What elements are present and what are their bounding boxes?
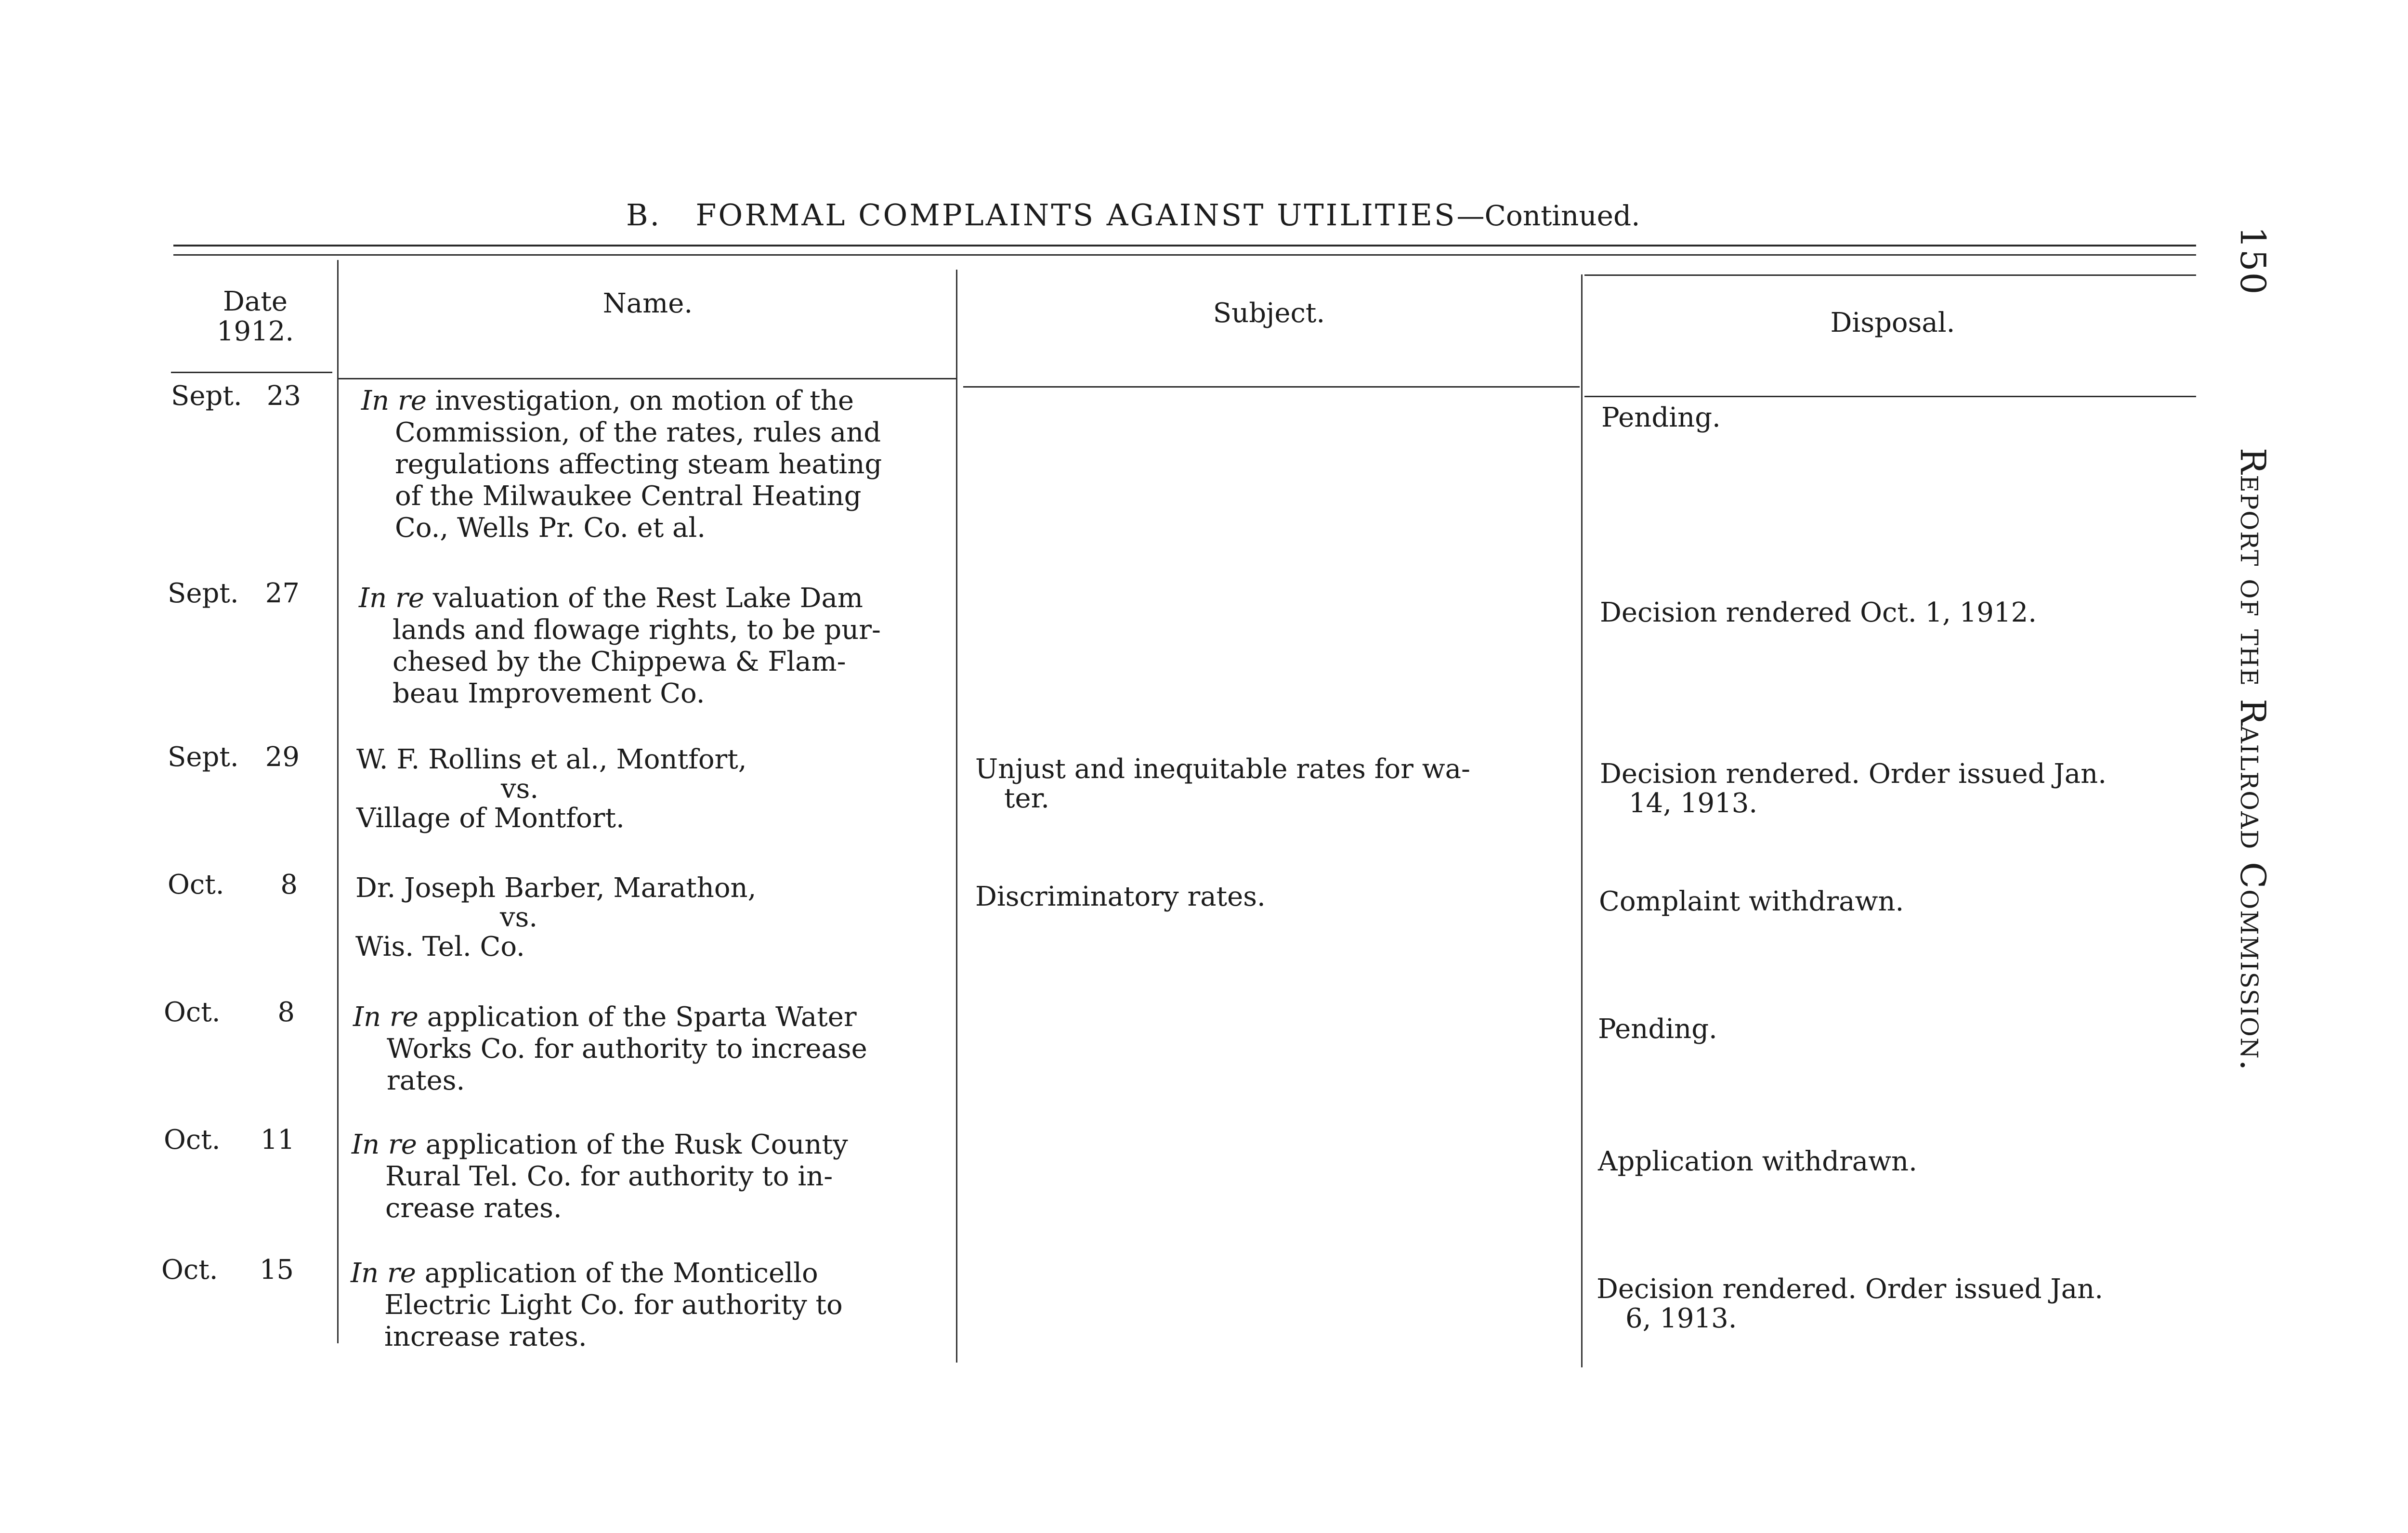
name-line: of the Milwaukee Central Heating bbox=[395, 481, 862, 512]
table-row-name bbox=[361, 385, 951, 544]
table-row-name bbox=[356, 744, 949, 834]
table-row-name bbox=[359, 583, 950, 710]
column-divider-name-subject bbox=[956, 270, 957, 1363]
name-line: lands and flowage rights, to be pur- bbox=[393, 614, 881, 646]
running-head bbox=[2215, 226, 2273, 1189]
column-header-date-label: Date bbox=[223, 286, 288, 317]
name-line: W. F. Rollins et al., Montfort, bbox=[356, 744, 747, 775]
section-letter: B. bbox=[626, 197, 662, 233]
column-header-date-year: 1912. bbox=[216, 315, 294, 347]
name-line: rates. bbox=[387, 1065, 465, 1096]
column-divider-subject-disposal bbox=[1581, 274, 1583, 1367]
disposal-header-rule bbox=[1584, 396, 2196, 397]
name-line: increase rates. bbox=[384, 1321, 587, 1352]
date-month: Oct. bbox=[164, 997, 221, 1028]
name-line: regulations affecting steam heating bbox=[395, 449, 882, 480]
table-row-date bbox=[164, 997, 295, 1028]
section-title-text: FORMAL COMPLAINTS AGAINST UTILITIES bbox=[695, 197, 1457, 233]
name-line: application of the Rusk County bbox=[417, 1129, 848, 1160]
versus-label: vs. bbox=[500, 902, 538, 933]
table-row-date bbox=[164, 1124, 295, 1156]
versus-label: vs. bbox=[501, 773, 539, 805]
name-line: Village of Montfort. bbox=[356, 803, 625, 834]
date-month: Oct. bbox=[168, 869, 224, 900]
page-number: 150 bbox=[2233, 226, 2273, 296]
date-day: 27 bbox=[265, 578, 300, 609]
date-day: 8 bbox=[277, 997, 295, 1028]
subject-line: Unjust and inequitable rates for wa- bbox=[975, 754, 1470, 785]
table-row-disposal bbox=[1600, 758, 2107, 817]
disposal-line: Decision rendered. Order issued Jan. bbox=[1600, 758, 2107, 790]
in-re-label: In re bbox=[353, 1001, 419, 1033]
date-month: Sept. bbox=[171, 380, 242, 412]
table-row-subject bbox=[975, 754, 1470, 812]
disposal-line: Decision rendered. Order issued Jan. bbox=[1597, 1273, 2104, 1305]
disposal-line: Pending. bbox=[1598, 1013, 1717, 1045]
date-day: 23 bbox=[266, 380, 301, 412]
name-line: Works Co. for authority to increase bbox=[387, 1033, 867, 1065]
in-re-label: In re bbox=[361, 385, 427, 416]
name-line: valuation of the Rest Lake Dam bbox=[424, 583, 864, 614]
subject-line: Discriminatory rates. bbox=[975, 881, 1266, 912]
column-divider-date-name bbox=[337, 260, 339, 1343]
table-row-disposal bbox=[1599, 886, 1904, 918]
subject-line: ter. bbox=[1004, 783, 1050, 814]
table-row-disposal bbox=[1598, 1013, 1717, 1045]
table-row-date bbox=[168, 578, 300, 610]
table-row-disposal bbox=[1601, 402, 1721, 434]
date-header-rule bbox=[171, 372, 332, 373]
name-line: application of the Monticello bbox=[416, 1258, 818, 1289]
name-line: Wis. Tel. Co. bbox=[355, 931, 525, 962]
name-line: Co., Wells Pr. Co. et al. bbox=[395, 512, 706, 544]
column-header-disposal: Disposal. bbox=[1830, 307, 1955, 338]
name-line: chesed by the Chippewa & Flam- bbox=[393, 646, 846, 677]
table-row-date bbox=[168, 869, 298, 901]
table-row-disposal bbox=[1597, 1273, 2103, 1332]
table-row-disposal bbox=[1598, 1146, 1917, 1178]
in-re-label: In re bbox=[359, 583, 424, 614]
column-header-date bbox=[183, 287, 327, 346]
subject-header-rule bbox=[963, 386, 1580, 388]
in-re-label: In re bbox=[352, 1129, 417, 1160]
disposal-line: Application withdrawn. bbox=[1598, 1146, 1917, 1177]
date-month: Sept. bbox=[168, 741, 239, 773]
date-day: 8 bbox=[280, 869, 298, 900]
name-line: application of the Sparta Water bbox=[418, 1001, 857, 1033]
in-re-label: In re bbox=[351, 1258, 416, 1289]
name-header-rule bbox=[337, 378, 956, 379]
name-line: Commission, of the rates, rules and bbox=[395, 417, 881, 448]
table-row-name bbox=[351, 1258, 946, 1353]
table-row-date bbox=[161, 1254, 294, 1286]
disposal-line: Decision rendered Oct. 1, 1912. bbox=[1600, 597, 2037, 628]
table-row-date bbox=[171, 380, 301, 412]
table-row-subject bbox=[975, 881, 1266, 913]
section-title bbox=[626, 197, 1640, 233]
date-month: Oct. bbox=[161, 1254, 218, 1286]
table-row-name bbox=[353, 1001, 947, 1097]
column-header-subject: Subject. bbox=[1213, 298, 1325, 329]
name-line: Dr. Joseph Barber, Marathon, bbox=[355, 872, 757, 904]
disposal-line: 14, 1913. bbox=[1629, 788, 1758, 819]
name-line: Rural Tel. Co. for authority to in- bbox=[385, 1161, 833, 1192]
date-month: Sept. bbox=[168, 578, 239, 609]
report-title: Report of the Railroad Commission. bbox=[2233, 448, 2273, 1072]
header-rule-end bbox=[1584, 274, 2196, 276]
date-day: 29 bbox=[265, 741, 300, 773]
column-header-name: Name. bbox=[602, 288, 693, 319]
table-row-disposal bbox=[1600, 597, 2037, 629]
header-rule-bottom bbox=[173, 254, 2196, 256]
table-row-date bbox=[168, 741, 300, 773]
date-day: 11 bbox=[260, 1124, 295, 1156]
table-row-name bbox=[352, 1129, 946, 1224]
disposal-line: 6, 1913. bbox=[1625, 1303, 1737, 1334]
disposal-line: Complaint withdrawn. bbox=[1599, 886, 1904, 917]
disposal-line: Pending. bbox=[1601, 402, 1721, 433]
name-line: crease rates. bbox=[385, 1193, 562, 1224]
table-row-name bbox=[355, 872, 948, 963]
name-line: investigation, on motion of the bbox=[426, 385, 854, 416]
date-day: 15 bbox=[259, 1254, 294, 1286]
date-month: Oct. bbox=[164, 1124, 221, 1156]
name-line: beau Improvement Co. bbox=[393, 678, 705, 709]
section-continued: —Continued. bbox=[1456, 199, 1640, 232]
name-line: Electric Light Co. for authority to bbox=[384, 1289, 843, 1321]
header-rule-top bbox=[173, 245, 2196, 247]
